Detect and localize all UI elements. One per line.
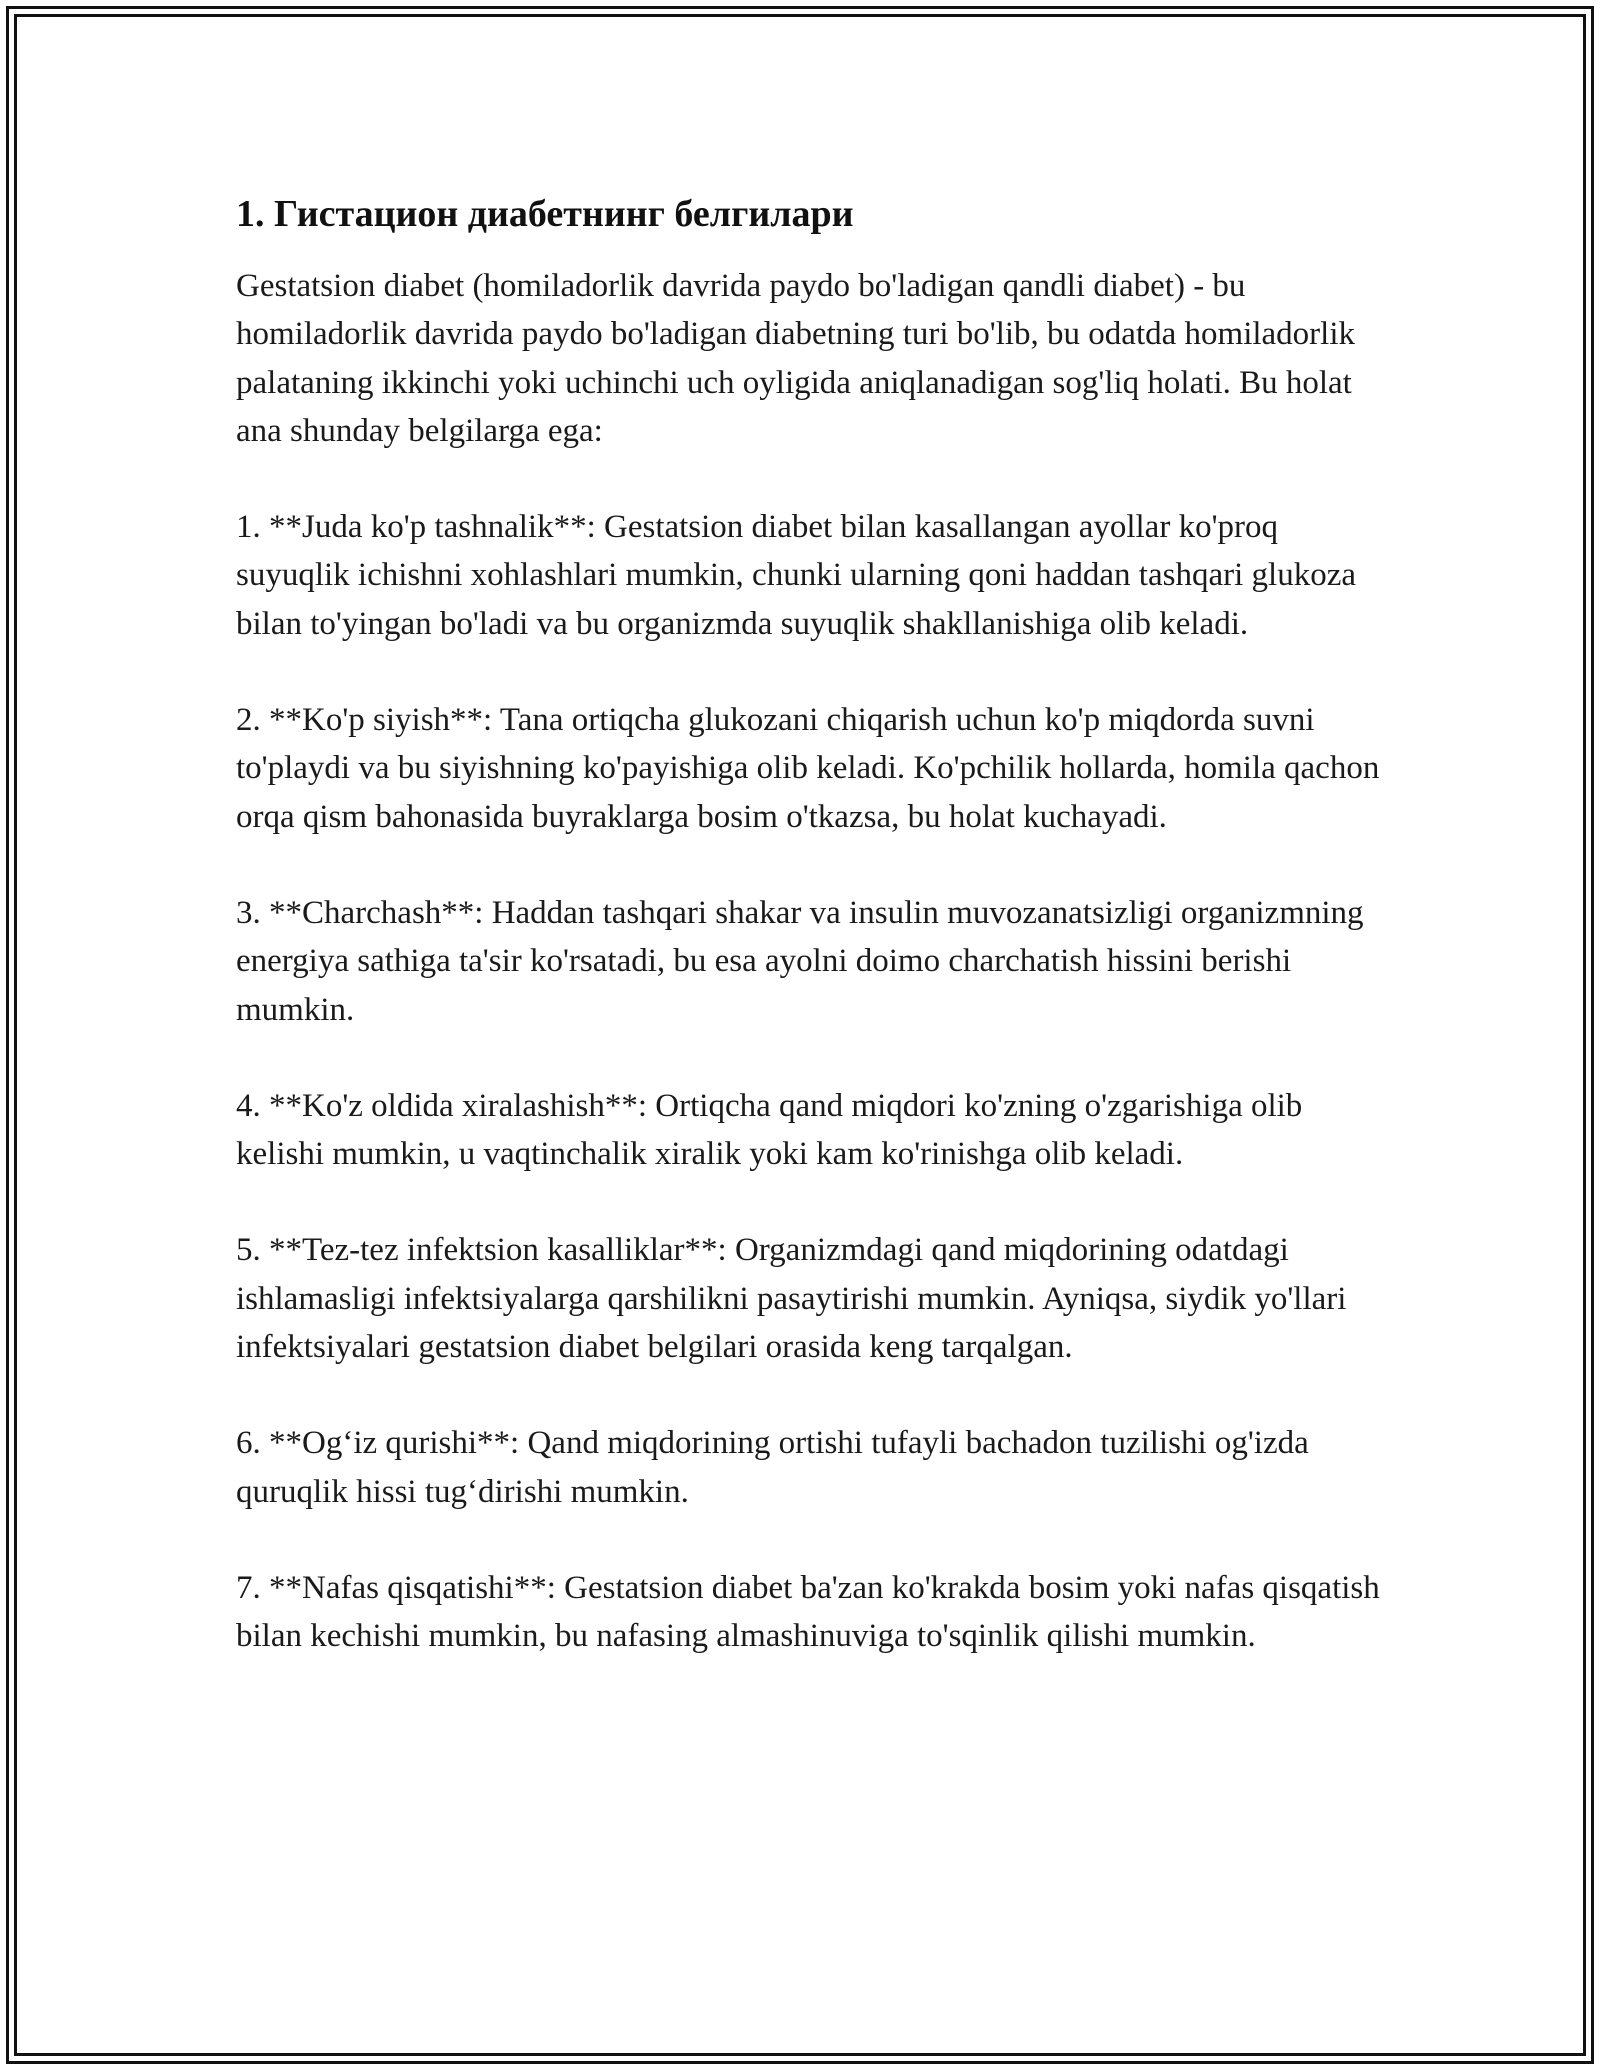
document-title: 1. Гистацион диабетнинг белгилари (236, 193, 854, 235)
symptom-item-dry-mouth: 6. **Og‘iz qurishi**: Qand miqdorining ortishi tufayli bachadon tuzilishi og'izda quruqlik hissi tug‘dirishi mumkin. (236, 1425, 1309, 1510)
document-page (236, 186, 1386, 1709)
symptom-item-thirst: 1. **Juda ko'p tashnalik**: Gestatsion diabet bilan kasallangan ayollar ko'proq suyuqlik ichishni xohlashlari mumkin, chunki ularning qoni haddan tashqari glukoza bilan to'yingan bo'ladi va bu organizmda suyuqlik shakllanishiga olib keladi. (236, 509, 1356, 642)
symptom-item-infections: 5. **Tez-tez infektsion kasalliklar**: Organizmdagi qand miqdorining odatdagi ishlamasligi infektsiyalarga qarshilikni pasaytirishi mumkin. Ayniqsa, siydik yo'llari infektsiyalari gestatsion diabet belgilari orasida keng tarqalgan. (236, 1232, 1347, 1366)
symptom-item-fatigue: 3. **Charchash**: Haddan tashqari shakar va insulin muvozanatsizligi organizmning energiya sathiga ta'sir ko'rsatadi, bu esa ayolni doimo charchatish hissini berishi mumkin. (236, 894, 1364, 1028)
symptom-item-blurred-vision: 4. **Ko'z oldida xiralashish**: Ortiqcha qand miqdori ko'zning o'zgarishiga olib kelishi mumkin, u vaqtinchalik xiralik yoki kam ko'rinishga olib keladi. (236, 1087, 1303, 1173)
intro-paragraph: Gestatsion diabet (homiladorlik davrida paydo bo'ladigan qandli diabet) - bu homiladorlik davrida paydo bo'ladigan diabetning turi bo'lib, bu odatda homiladorlik palataning ikkinchi yoki uchinchi uch oyligida aniqlanadigan sog'liq holati. Bu holat ana shunday belgilarga ega: (236, 268, 1356, 449)
symptom-item-urination: 2. **Ko'p siyish**: Tana ortiqcha glukozani chiqarish uchun ko'p miqdorda suvni to'playdi va bu siyishning ko'payishiga olib keladi. Ko'pchilik hollarda, homila qachon orqa qism bahonasida buyraklarga bosim o'tkazsa, bu holat kuchayadi. (236, 702, 1380, 835)
document-body (236, 262, 1386, 1661)
symptom-item-shortness-of-breath: 7. **Nafas qisqatishi**: Gestatsion diabet ba'zan ko'krakda bosim yoki nafas qisqatish bilan kechishi mumkin, bu nafasing almashinuviga to'sqinlik qilishi mumkin. (236, 1569, 1380, 1655)
